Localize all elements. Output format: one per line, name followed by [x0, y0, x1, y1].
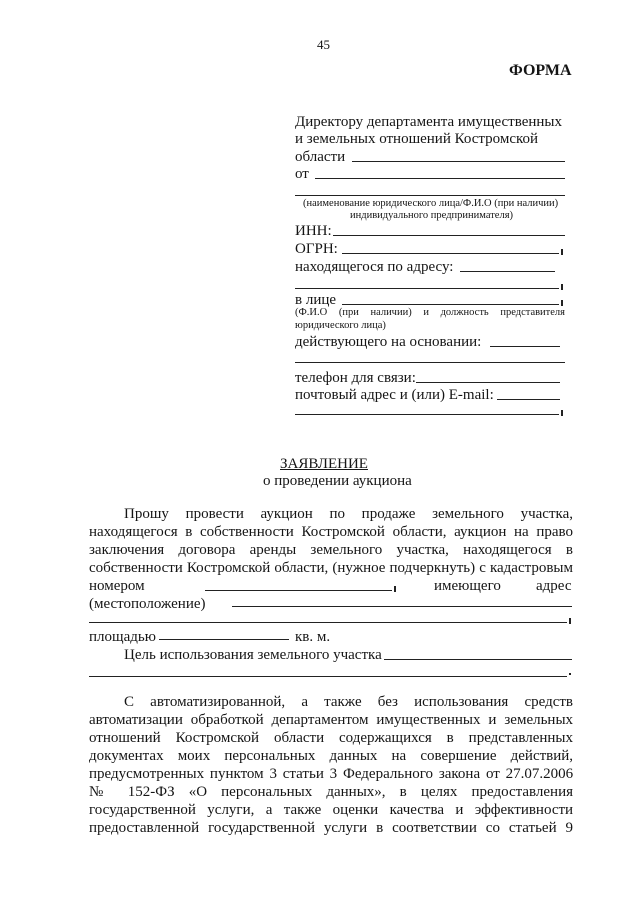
phone-blank[interactable] [416, 382, 560, 383]
email-blank[interactable] [497, 399, 560, 400]
address-word: адрес [536, 578, 572, 594]
applicant-name-blank[interactable] [295, 195, 565, 196]
basis-blank-2[interactable] [295, 362, 565, 363]
comma-mark [561, 300, 563, 306]
addressee-line-2: и земельных отношений Костромской [295, 131, 539, 147]
consent-line-3: отношений Костромской области содержащихся в представленных [89, 730, 574, 746]
address-blank-2[interactable] [295, 288, 559, 289]
request-line-1: Прошу провести аукцион по продаже земельного участка, [124, 506, 573, 522]
applicant-name-hint-2: индивидуального предпринимателя) [350, 210, 514, 221]
request-line-3: заключения договора аренды земельного участка, находящегося в [89, 542, 573, 558]
representative-hint-1: (Ф.И.О (при наличии) и должность представителя [295, 307, 565, 318]
from-label: от [295, 166, 309, 182]
consent-line-1: С автоматизированной, а также без использования средств [124, 694, 573, 710]
period-mark [569, 673, 571, 675]
location-blank-2[interactable] [89, 622, 567, 623]
having-word: имеющего [434, 578, 501, 594]
page-number: 45 [317, 37, 330, 52]
consent-line-7: государственной услуги, а также оценки качества и эффективности [89, 802, 574, 818]
comma-mark [561, 249, 563, 255]
purpose-label: Цель использования земельного участка [124, 647, 382, 663]
request-line-4: собственности Костромской области, (нужное подчеркнуть) с кадастровым [89, 560, 573, 576]
comma-mark [569, 618, 571, 624]
comma-mark [561, 410, 563, 416]
ogrn-blank[interactable] [342, 253, 559, 254]
document-title: ЗАЯВЛЕНИЕ [280, 456, 368, 472]
representative-label: в лице [295, 292, 337, 308]
request-line-2: находящегося в собственности Костромской области, аукцион на право [89, 524, 574, 540]
area-unit: кв. м. [295, 629, 331, 645]
cadastral-label: номером [89, 578, 145, 594]
email-label: почтовый адрес и (или) E-mail: [295, 387, 494, 403]
consent-line-8: предоставленной государственной услуги в соответствии со статьей 9 [89, 820, 574, 836]
representative-blank[interactable] [342, 304, 559, 305]
location-label: (местоположение) [89, 596, 206, 612]
cadastral-number-blank[interactable] [205, 590, 392, 591]
ogrn-label: ОГРН: [295, 241, 338, 257]
comma-mark [561, 284, 563, 290]
from-blank[interactable] [315, 178, 565, 179]
purpose-blank[interactable] [384, 659, 572, 660]
consent-line-6: № 152-ФЗ «О персональных данных», в целях предоставления [89, 784, 574, 800]
basis-label: действующего на основании: [295, 334, 482, 350]
area-label: площадью [89, 629, 156, 645]
purpose-blank-2[interactable] [89, 676, 567, 677]
comma-mark [394, 586, 396, 592]
phone-label: телефон для связи: [295, 370, 416, 386]
address-blank[interactable] [460, 271, 555, 272]
email-blank-2[interactable] [295, 414, 559, 415]
inn-label: ИНН: [295, 223, 332, 239]
applicant-name-hint-1: (наименование юридического лица/Ф.И.О (при наличии) [303, 198, 559, 209]
region-blank[interactable] [352, 161, 565, 162]
addressee-line-3: области [295, 149, 346, 165]
form-label: ФОРМА [509, 62, 572, 79]
document-subtitle: о проведении аукциона [263, 473, 412, 489]
area-blank[interactable] [159, 639, 289, 640]
consent-line-4: документах моих персональных данных на совершение действий, [89, 748, 574, 764]
consent-line-5: предусмотренных пунктом 3 статьи 3 Федерального закона от 27.07.2006 [89, 766, 574, 782]
inn-blank[interactable] [333, 235, 565, 236]
basis-blank[interactable] [490, 346, 560, 347]
location-blank[interactable] [232, 606, 572, 607]
representative-hint-2: юридического лица) [295, 320, 386, 331]
addressee-line-1: Директору департамента имущественных [295, 114, 563, 130]
address-label: находящегося по адресу: [295, 259, 454, 275]
consent-line-2: автоматизации обработкой департаментом имущественных и земельных [89, 712, 574, 728]
